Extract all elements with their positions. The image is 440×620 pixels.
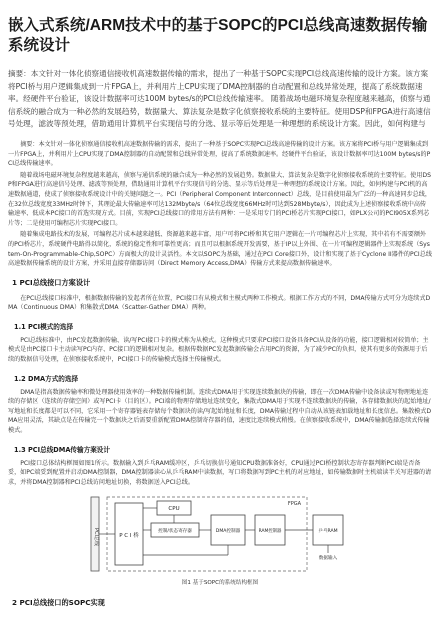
section-heading-2: 2 PCI总线接口的SOPC实现 [12,598,105,608]
section-heading-1-2: 1.2 DMA方式的选择 [14,374,79,383]
system-block-diagram [85,493,355,586]
ram-ctrl-label: RAM控制器 [258,529,282,535]
ctrl-reg-label: 控制/状态寄存器 [158,529,192,535]
data-input-label: 数据输入 [318,556,338,562]
intro-paragraph-2: 随着集成电路技术的发展，可编程芯片成本越来越低、资源越来越丰富，用户可将PCI桥和其它用户逻辑在一片可编程芯片上实现，其中若有不需要额外的PCI桥芯片，系统硬件电路得以简化，系统的稳定性和可靠性更高；而且可以根据系统开发需要，基于IP以上外围、在一片可编程逻辑器件上实现系统（System-On-Programmable-Chip,SOPC）方面极大的设计灵活性。本文以SOPC为基础，通过在PCI Core接口外，设计和实现了基于Cyclone II器件的PCI总线高速数据传输系统的设计方案，并采用直接存储器访问（Direct Memory Access,DMA）传输方式来提高数据传输速率。 [8,231,432,268]
section-1-2-paragraph: DMA是指高数据传输率和微处理器使用效率的一种数据传输机制。连续式DMA用于实现连续数据块的传输，即在一次DMA传输中设备读或写物理地址连续的存储区（连续的存储空间）或写PCI卡（目的区）。PCI端的物理存储地址连续变化，集散式DMA用于实现不连续数据块的传输，各存储数据块的起始地址/写地址和长度都是可以不同，它采用一个寄存器链表存储每个数据块的读/写起始地址和长度，DMA传输过程中自动从该链表加载地址和长度信息。集散模式DMA应用灵活，其缺点是在传输完一个数据块之后需要重新配置DMA控制寄存器的值，速度比连续模式稍慢。在侦察接收系统中，DMA传输据选择连续式传输模式。 [8,388,432,435]
article-title: 嵌入式系统/ARM技术中的基于SOPC的PCI总线高速数据传输系统设计 [8,17,428,54]
pingpong-ram-label: 乒乓RAM [318,529,338,535]
section-1-paragraph: 在PCI总线接口标准中，根据数据传输的发起者所在位置，PCI接口有从模式和主模式两种工作模式。根据工作方式的不同，DMA传输方式可分为连续式DMA（Continuous DMA）和集散式DMA（Scatter-Gather DMA）两种。 [8,294,431,312]
abstract-paragraph: 摘要：本文针对一体化侦察通信接收机高速数据传输的需求，提出了一种基于SOPC实现PCI总线高速传输的设计方案。该方案将PCI桥与用户逻辑集成到一片FPGA上，并利用片上CPU实现了DMA控制器的自动配置和总线异常处理，提高了系统数据速率。经硬件平台验证，该设计数据率可达100M bytes/s的PCI总线传输速率。 [8,140,431,168]
section-1-3-paragraph: PCI接口总体结构框图如图1所示。数据输入到乒乓RAM缓冲区，乒乓切换信号通知CPU数据准备好，CPU通过PCI桥控制状态寄存器判断PCI端是否备妥，如PC端妥到配置并启动DMA控制器，DMA控制器读心从乒乓RAM中读数据，写口将数据写到PC主机的对应地址，如传输数据时主机端读半关写进器的请求，并将DMA控制器和PCI总线访问地址切换，将数据送入PCI总线。 [8,459,432,486]
figure-caption: 图1 基于SOPC的系统结构框图 [181,580,259,587]
section-heading-1-1: 1.1 PCI模式的选择 [14,322,74,331]
intro-paragraph-1: 随着战场电磁环境复杂程度越来越高，侦察与通信系统的融合成为一种必然的发展趋势。数据量大、算法复杂是数字化侦察接收系统的主要特征。使用DSP和FPGA进行高速信号处理、滤波等预处理，借助通用计算机平台实现信号的分选、显示等后处理是一种理想的系统设计方案。因此，如何构建与PCI机的高速数据通道，使成了侦察接收系统设计中的关键问题之一。PCI（Peripheral Component Interconnect）总线，是目前使用最为广泛的一种高速同步总线，在32位总线宽度33MHz时钟下，其理论最大传输速率可达132Mbyte/s（64位总线宽度66MHz时可达到528Mbyte/s），因此成为上述侦察接收系统中高传输速率、低成本PC接口的首选实现方式。目前，实现PCI总线接口的常用方法有两种：一是采用专门的PCI桥芯片实现PCI接口，如PLX公司的PCI905X系列芯片等；二是使用可编程芯片实现PCI接口。 [8,171,431,227]
cpu-label: CPU [168,506,180,513]
section-heading-1-3: 1.3 PCI总线DMA传输方案设计 [14,445,110,454]
pci-bus-label: PCI总线 [93,528,99,547]
pci-bridge-label: P C I 桥 [119,533,139,540]
dma-ctrl-label: DMA控制器 [215,529,241,535]
fpga-label: FPGA [287,501,301,508]
abstract-summary: 摘要：本文针对一体化侦察通信接收机高速数据传输的需求，提出了一种基于SOPC实现PCI总线高速传输的设计方案。该方案将PCI桥与用户逻辑集成到一片FPGA上，并利用片上CPU实现了DMA控制器的自动配置和总线异常处理，提高了系统数据速率。经硬件平台验证，该设计数据率可达100M bytes/s的PCI总线传输速率。 随着战场电磁环境复杂程度越来越高，侦察与通信系统的融合成为一种必然的发展趋势，数据量大、算法复杂是数字化侦察接收系统的主要特征。使用DSP和FPGA进行高速信号处理，滤波等预处理，借助通用计算机平台实现信号的分选、显示等后处理是一种理想的系统设计方案。因此，如何构建与 [8,69,431,129]
section-1-1-paragraph: PCI总线标准中，由PC发起数据传输、读/写PCI接口卡的模式称为从模式。这种模式只要求PCI接口设备具备PCI从设备的功能，接口逻辑相对较简单；主模式是由PC接口卡主动读写PC内存、PC接口的逻辑相对复杂。根据传数据PC发起数据传输会占用PC的资源，为了减少PC的负担，使其有更多的资源用于后续的数据信号处理，在侦察接收系统中，PCI接口卡的传输模式选择主传输模式。 [8,336,429,364]
section-heading-1: 1 PCI总线接口方案设计 [12,277,91,287]
